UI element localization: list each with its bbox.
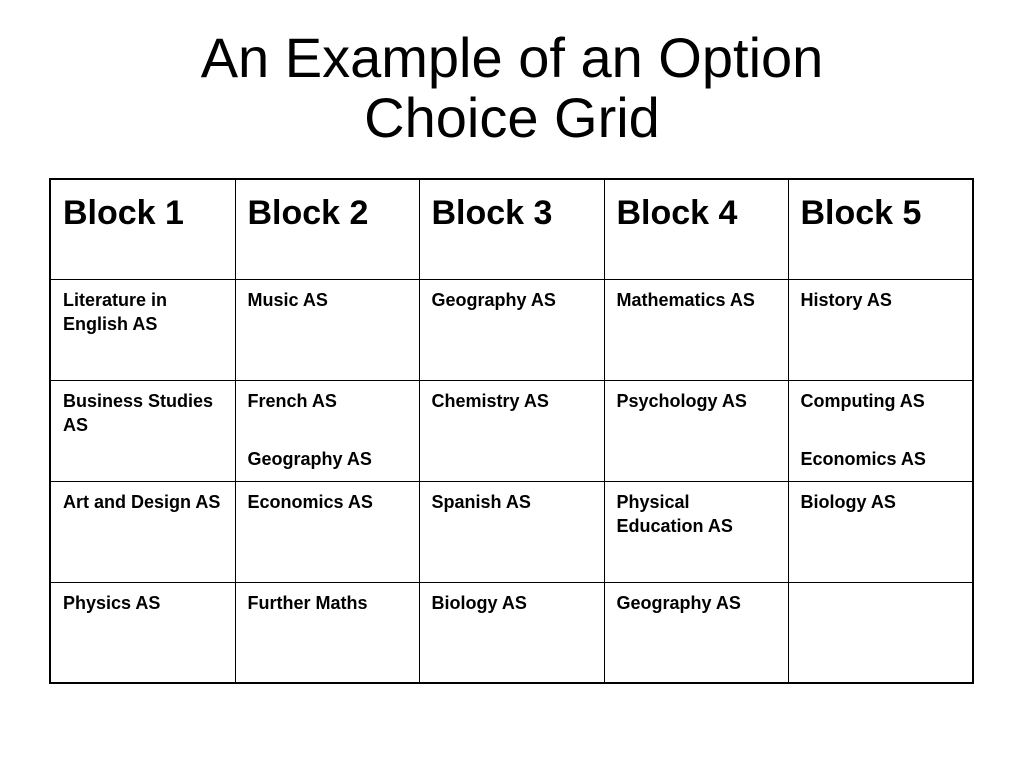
grid-cell — [788, 279, 973, 380]
grid-cell — [604, 582, 788, 683]
grid-cell — [604, 481, 788, 582]
subject-label: Psychology AS — [616, 390, 747, 411]
table-row — [50, 582, 973, 683]
grid-cell — [235, 279, 419, 380]
grid-cell — [788, 481, 973, 582]
grid-cell — [604, 380, 788, 481]
subject-label: Literature in English AS — [63, 289, 168, 334]
subject-label: Spanish AS — [431, 491, 531, 512]
subject-label: Business Studies AS — [63, 390, 214, 435]
subject-label: Geography AS — [431, 289, 556, 310]
subject-label: Music AS — [247, 289, 328, 310]
header-block-4: Block 4 — [604, 179, 788, 279]
grid-cell-empty — [788, 582, 973, 683]
option-choice-grid — [49, 178, 974, 684]
subject-label: Further Maths — [247, 592, 368, 613]
subject-label: Geography AS — [247, 448, 372, 469]
grid-cell — [50, 582, 235, 683]
table-row — [50, 380, 973, 481]
subject-label: Computing AS — [800, 390, 925, 411]
grid-cell — [419, 582, 604, 683]
grid-cell — [788, 380, 973, 481]
subject-label: Biology AS — [431, 592, 527, 613]
table-row — [50, 481, 973, 582]
subject-label: Physical Education AS — [616, 491, 733, 536]
subject-label: Economics AS — [800, 448, 926, 469]
table-row — [50, 279, 973, 380]
slide-title-line-2: Choice Grid — [364, 86, 660, 149]
slide-title-line-1: An Example of an Option — [200, 26, 824, 89]
header-block-2: Block 2 — [235, 179, 419, 279]
grid-cell — [235, 481, 419, 582]
subject-label: Biology AS — [800, 491, 896, 512]
grid-cell — [235, 582, 419, 683]
grid-cell — [50, 380, 235, 481]
grid-cell — [419, 380, 604, 481]
subject-label: History AS — [800, 289, 892, 310]
subject-label: Economics AS — [247, 491, 373, 512]
grid-cell — [604, 279, 788, 380]
subject-label: Mathematics AS — [616, 289, 755, 310]
subject-label: Geography AS — [616, 592, 741, 613]
subject-label: Chemistry AS — [431, 390, 549, 411]
subject-label: French AS — [247, 390, 337, 411]
grid-cell — [419, 279, 604, 380]
slide-title — [0, 28, 1024, 148]
grid-cell — [50, 279, 235, 380]
grid-cell — [419, 481, 604, 582]
header-block-5: Block 5 — [788, 179, 973, 279]
subject-label: Physics AS — [63, 592, 161, 613]
header-block-3: Block 3 — [419, 179, 604, 279]
header-block-1: Block 1 — [50, 179, 235, 279]
grid-cell — [50, 481, 235, 582]
subject-label: Art and Design AS — [63, 491, 221, 512]
header-row — [50, 179, 973, 279]
grid-cell — [235, 380, 419, 481]
